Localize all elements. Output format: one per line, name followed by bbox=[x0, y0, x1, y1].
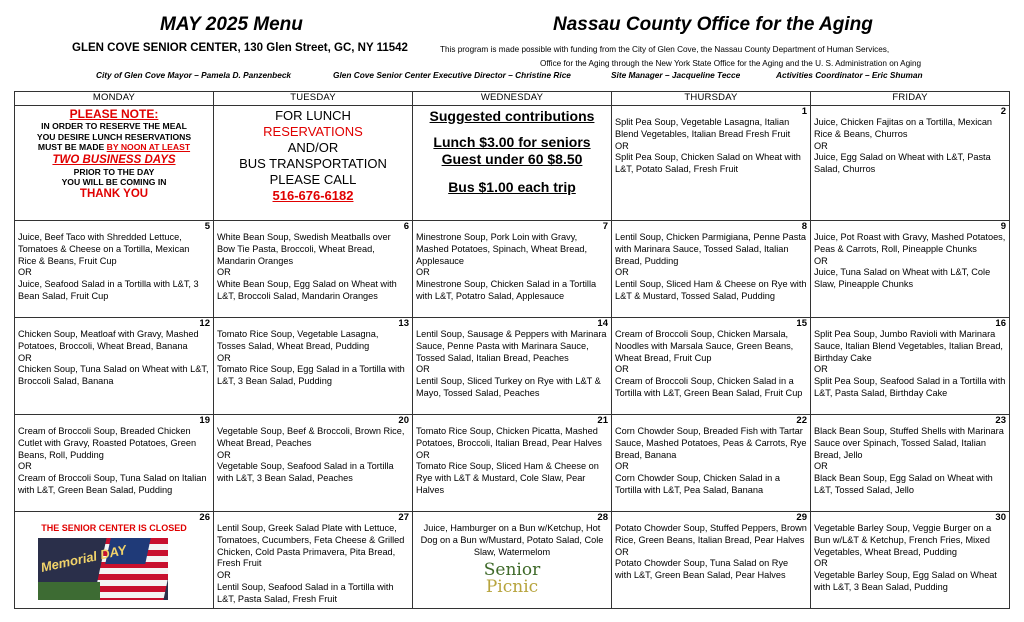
or-separator: OR bbox=[615, 140, 629, 151]
day-number: 28 bbox=[597, 512, 608, 523]
menu-option-a: Lentil Soup, Greek Salad Plate with Lettuce, Tomatoes, Cucumbers, Feta Cheese & Grilled Chicken, Cold Pasta Primavera, Pita Bread, Fresh Fruit bbox=[217, 523, 405, 569]
or-separator: OR bbox=[18, 267, 32, 278]
col-monday: MONDAY bbox=[15, 92, 214, 106]
menu-option-b: Lentil Soup, Seafood Salad in a Tortilla with L&T, Pasta Salad, Fresh Fruit bbox=[217, 581, 394, 604]
contribution-lunch: Lunch $3.00 for seniors bbox=[433, 134, 591, 150]
contributions bbox=[413, 106, 612, 221]
menu-option-a: Split Pea Soup, Vegetable Lasagna, Italian Blend Vegetables, Italian Bread Fresh Fruit bbox=[615, 117, 791, 139]
day-number: 16 bbox=[995, 318, 1006, 329]
day-cell bbox=[15, 221, 214, 318]
day-number: 7 bbox=[602, 221, 608, 232]
menu-option-b: Juice, Tuna Salad on Wheat with L&T, Cole Slaw, Pineapple Chunks bbox=[814, 267, 991, 290]
agency-title: Nassau County Office for the Aging bbox=[553, 14, 873, 35]
phone-number: 516-676-6182 bbox=[272, 188, 354, 203]
or-separator: OR bbox=[416, 267, 430, 278]
funding-line-2: Office for the Aging through the New York State Office for the Aging and the U. S. Administration on Aging bbox=[540, 58, 922, 68]
menu-option-a: Vegetable Soup, Beef & Broccoli, Brown Rice, Wheat Bread, Peaches bbox=[217, 426, 405, 448]
menu-option-a: Split Pea Soup, Jumbo Ravioli with Marinara Sauce, Italian Blend Vegetables, Italian Bread, Birthday Cake bbox=[814, 329, 1003, 363]
menu-option-b: Vegetable Soup, Seafood Salad in a Tortilla with L&T, 3 Bean Salad, Peaches bbox=[217, 461, 394, 484]
note-line: IN ORDER TO RESERVE THE MEAL bbox=[41, 121, 187, 131]
memorial-day-text: Memorial DAY bbox=[39, 542, 128, 575]
or-separator: OR bbox=[18, 461, 32, 472]
col-tuesday: TUESDAY bbox=[214, 92, 413, 106]
reservation-note bbox=[15, 106, 214, 221]
day-cell bbox=[612, 106, 811, 221]
menu-option-a: Corn Chowder Soup, Breaded Fish with Tartar Sauce, Mashed Potatoes, Peas & Carrots, Rye Bread, Banana bbox=[615, 426, 807, 460]
note-line: YOU WILL BE COMING IN bbox=[61, 177, 167, 188]
or-separator: OR bbox=[217, 267, 231, 278]
menu-option-a: Juice, Hamburger on a Bun w/Ketchup, Hot Dog on a Bun w/Mustard, Potato Salad, Cole Slaw, Watermelom bbox=[420, 523, 604, 557]
closed-notice: THE SENIOR CENTER IS CLOSED bbox=[41, 523, 187, 533]
menu-option-b: Black Bean Soup, Egg Salad on Wheat with L&T, Tossed Salad, Jello bbox=[814, 473, 993, 495]
note-line: PRIOR TO THE DAY bbox=[73, 166, 155, 177]
day-number: 12 bbox=[199, 318, 210, 329]
day-number: 21 bbox=[597, 415, 608, 426]
day-number: 5 bbox=[204, 221, 210, 232]
menu-option-b: Minestrone Soup, Chicken Salad in a Tortilla with L&T, Potatro Salad, Applesauce bbox=[416, 279, 597, 301]
menu-option-a: Juice, Chicken Fajitas on a Tortilla, Mexican Rice & Beans, Churros bbox=[814, 117, 993, 139]
day-number: 9 bbox=[1000, 221, 1006, 232]
or-separator: OR bbox=[18, 352, 32, 363]
call-reservations: RESERVATIONS bbox=[263, 124, 363, 139]
or-separator: OR bbox=[416, 364, 430, 375]
menu-option-a: Potato Chowder Soup, Stuffed Peppers, Brown Rice, Green Beans, Italian Bread, Pear Halves bbox=[615, 523, 807, 545]
menu-option-a: Cream of Broccoli Soup, Chicken Marsala, Noodles with Marsala Sauce, Green Beans, Wheat Bread, Fruit Cup bbox=[615, 329, 794, 363]
day-cell bbox=[612, 512, 811, 609]
funding-statement bbox=[440, 43, 1000, 70]
day-number: 29 bbox=[796, 512, 807, 523]
menu-calendar bbox=[14, 91, 1010, 609]
day-cell-closed bbox=[15, 512, 214, 609]
day-number: 8 bbox=[801, 221, 807, 232]
call-line: FOR LUNCH bbox=[275, 108, 351, 123]
day-number: 15 bbox=[796, 318, 807, 329]
day-cell bbox=[811, 415, 1010, 512]
day-number: 26 bbox=[199, 512, 210, 523]
day-cell bbox=[413, 318, 612, 415]
or-separator: OR bbox=[814, 364, 828, 375]
call-line: PLEASE CALL bbox=[269, 172, 357, 187]
menu-option-b: Corn Chowder Soup, Chicken Salad in a Tortilla with L&T, Pea Salad, Banana bbox=[615, 473, 780, 495]
day-cell bbox=[612, 318, 811, 415]
menu-option-b: Lentil Soup, Sliced Ham & Cheese on Rye with L&T & Mustard, Tossed Salad, Pudding bbox=[615, 279, 807, 301]
day-number: 22 bbox=[796, 415, 807, 426]
day-cell-picnic bbox=[413, 512, 612, 609]
day-number: 6 bbox=[403, 221, 409, 232]
day-cell bbox=[413, 221, 612, 318]
menu-option-a: Juice, Pot Roast with Gravy, Mashed Potatoes, Peas & Carrots, Roll, Pineapple Chunks bbox=[814, 232, 1006, 254]
day-cell bbox=[612, 415, 811, 512]
or-separator: OR bbox=[217, 449, 231, 460]
menu-option-a: Vegetable Barley Soup, Veggie Burger on a Bun w/L&T & Ketchup, French Fries, Mixed Vegetables, Wheat Bread, Pudding bbox=[814, 523, 992, 557]
senior-picnic-logo bbox=[416, 562, 608, 596]
day-number: 13 bbox=[398, 318, 409, 329]
menu-option-b: Chicken Soup, Tuna Salad on Wheat with L&T, Broccoli Salad, Banana bbox=[18, 364, 209, 387]
day-number: 2 bbox=[1000, 106, 1006, 117]
day-cell bbox=[214, 415, 413, 512]
day-cell bbox=[413, 415, 612, 512]
menu-option-b: Cream of Broccoli Soup, Tuna Salad on Italian with L&T, Green Bean Salad, Pudding bbox=[18, 473, 207, 495]
or-separator: OR bbox=[416, 449, 430, 460]
col-friday: FRIDAY bbox=[811, 92, 1010, 106]
day-cell bbox=[15, 318, 214, 415]
menu-option-a: Cream of Broccoli Soup, Breaded Chicken Cutlet with Gravy, Roasted Potatoes, Green Beans, Roll, Pudding bbox=[18, 426, 197, 460]
or-separator: OR bbox=[615, 364, 629, 375]
day-cell bbox=[214, 512, 413, 609]
day-number: 30 bbox=[995, 512, 1006, 523]
day-number: 27 bbox=[398, 512, 409, 523]
col-thursday: THURSDAY bbox=[612, 92, 811, 106]
menu-option-a: White Bean Soup, Swedish Meatballs over Bow Tie Pasta, Broccoli, Wheat Bread, Mandarin Oranges bbox=[217, 232, 391, 266]
menu-title: MAY 2025 Menu bbox=[160, 14, 303, 35]
mayor-credit: City of Glen Cove Mayor – Pamela D. Panzenbeck bbox=[96, 70, 292, 80]
menu-option-b: Juice, Seafood Salad in a Tortilla with L&T, 3 Bean Salad, Fruit Cup bbox=[18, 279, 199, 301]
note-two-days: TWO BUSINESS DAYS bbox=[52, 153, 176, 166]
menu-option-a: Juice, Beef Taco with Shredded Lettuce, Tomatoes & Cheese on a Tortilla, Mexican Rice & Beans, Fruit Cup bbox=[18, 232, 190, 266]
funding-line-1: This program is made possible with funding from the City of Glen Cove, the Nassau County Department of Human Services, bbox=[440, 45, 890, 54]
day-cell bbox=[15, 415, 214, 512]
or-separator: OR bbox=[814, 255, 828, 266]
day-cell bbox=[811, 106, 1010, 221]
contribution-bus: Bus $1.00 each trip bbox=[448, 179, 576, 195]
day-cell bbox=[811, 221, 1010, 318]
picnic-word-picnic: Picnic bbox=[485, 577, 539, 598]
menu-option-a: Minestrone Soup, Pork Loin with Gravy, Mashed Potatoes, Spinach, Wheat Bread, Applesauce bbox=[416, 232, 588, 266]
call-line: AND/OR bbox=[287, 140, 339, 155]
menu-option-b: Split Pea Soup, Chicken Salad on Wheat with L&T, Potato Salad, Fresh Fruit bbox=[615, 152, 801, 175]
or-separator: OR bbox=[615, 546, 629, 557]
contributions-heading: Suggested contributions bbox=[429, 108, 595, 124]
call-line: BUS TRANSPORTATION bbox=[239, 156, 387, 171]
or-separator: OR bbox=[615, 267, 629, 278]
or-separator: OR bbox=[814, 558, 828, 569]
contribution-guest: Guest under 60 $8.50 bbox=[441, 151, 583, 167]
or-separator: OR bbox=[217, 352, 231, 363]
menu-option-b: White Bean Soup, Egg Salad on Wheat with L&T, Broccoli Salad, Mandarin Oranges bbox=[217, 279, 397, 301]
reservation-call-info bbox=[214, 106, 413, 221]
day-number: 1 bbox=[801, 106, 807, 117]
note-thank-you: THANK YOU bbox=[79, 187, 149, 200]
menu-option-a: Lentil Soup, Sausage & Peppers with Marinara Sauce, Penne Pasta with Marinara Sauce, Tossed Salad, Italian Bread, Peaches bbox=[416, 329, 607, 363]
menu-option-b: Tomato Rice Soup, Sliced Ham & Cheese on Rye with L&T & Mustard, Cole Slaw, Pear Halves bbox=[416, 461, 599, 495]
day-number: 20 bbox=[398, 415, 409, 426]
menu-option-a: Black Bean Soup, Stuffed Shells with Marinara Sauce over Spinach, Tossed Salad, Italian Bread, Jello bbox=[814, 426, 1004, 460]
director-credit: Glen Cove Senior Center Executive Director – Christine Rice bbox=[333, 70, 571, 80]
memorial-day-image bbox=[38, 538, 168, 600]
or-separator: OR bbox=[814, 461, 828, 472]
activities-credit: Activities Coordinator – Eric Shuman bbox=[776, 70, 923, 80]
or-separator: OR bbox=[814, 140, 828, 151]
menu-option-b: Tomato Rice Soup, Egg Salad in a Tortilla with L&T, 3 Bean Salad, Pudding bbox=[217, 364, 405, 387]
day-cell bbox=[811, 318, 1010, 415]
note-deadline: BY NOON AT LEAST bbox=[106, 142, 191, 153]
day-cell bbox=[612, 221, 811, 318]
menu-option-a: Tomato Rice Soup, Vegetable Lasagna, Tosses Salad, Wheat Bread, Pudding bbox=[217, 329, 379, 351]
day-number: 23 bbox=[995, 415, 1006, 426]
menu-option-b: Juice, Egg Salad on Wheat with L&T, Pasta Salad, Churros bbox=[814, 152, 991, 175]
menu-option-a: Tomato Rice Soup, Chicken Picatta, Mashed Potatoes, Broccoli, Italian Bread, Pear Halves bbox=[416, 426, 602, 448]
menu-option-a: Lentil Soup, Chicken Parmigiana, Penne Pasta with Marinara Sauce, Tossed Salad, Italian Bread, Pudding bbox=[615, 232, 807, 266]
col-wednesday: WEDNESDAY bbox=[413, 92, 612, 106]
center-address: GLEN COVE SENIOR CENTER, 130 Glen Street, GC, NY 11542 bbox=[72, 42, 408, 54]
day-number: 19 bbox=[199, 415, 210, 426]
day-cell bbox=[214, 221, 413, 318]
menu-option-a: Chicken Soup, Meatloaf with Gravy, Mashed Potatoes, Broccoli, Wheat Bread, Banana bbox=[18, 329, 199, 351]
menu-option-b: Vegetable Barley Soup, Egg Salad on Wheat with L&T, 3 Bean Salad, Pudding bbox=[814, 570, 997, 592]
note-line: MUST BE MADE bbox=[37, 142, 107, 153]
site-manager-credit: Site Manager – Jacqueline Tecce bbox=[611, 70, 741, 80]
day-cell bbox=[811, 512, 1010, 609]
menu-option-b: Cream of Broccoli Soup, Chicken Salad in a Tortilla with L&T, Green Bean Salad, Fruit Cup bbox=[615, 376, 803, 398]
note-heading: PLEASE NOTE: bbox=[69, 107, 159, 121]
menu-option-b: Potato Chowder Soup, Tuna Salad on Rye with L&T, Green Bean Salad, Pear Halves bbox=[615, 558, 789, 581]
picnic-word-senior: Senior bbox=[483, 560, 541, 581]
day-cell bbox=[214, 318, 413, 415]
or-separator: OR bbox=[615, 461, 629, 472]
day-number: 14 bbox=[597, 318, 608, 329]
menu-option-b: Lentil Soup, Sliced Turkey on Rye with L&T & Mayo, Tossed Salad, Peaches bbox=[416, 376, 601, 398]
menu-option-b: Split Pea Soup, Seafood Salad in a Tortilla with L&T, Pasta Salad, Birthday Cake bbox=[814, 376, 1006, 398]
note-body bbox=[18, 121, 210, 201]
note-line: YOU DESIRE LUNCH RESERVATIONS bbox=[36, 131, 192, 142]
or-separator: OR bbox=[217, 570, 231, 581]
